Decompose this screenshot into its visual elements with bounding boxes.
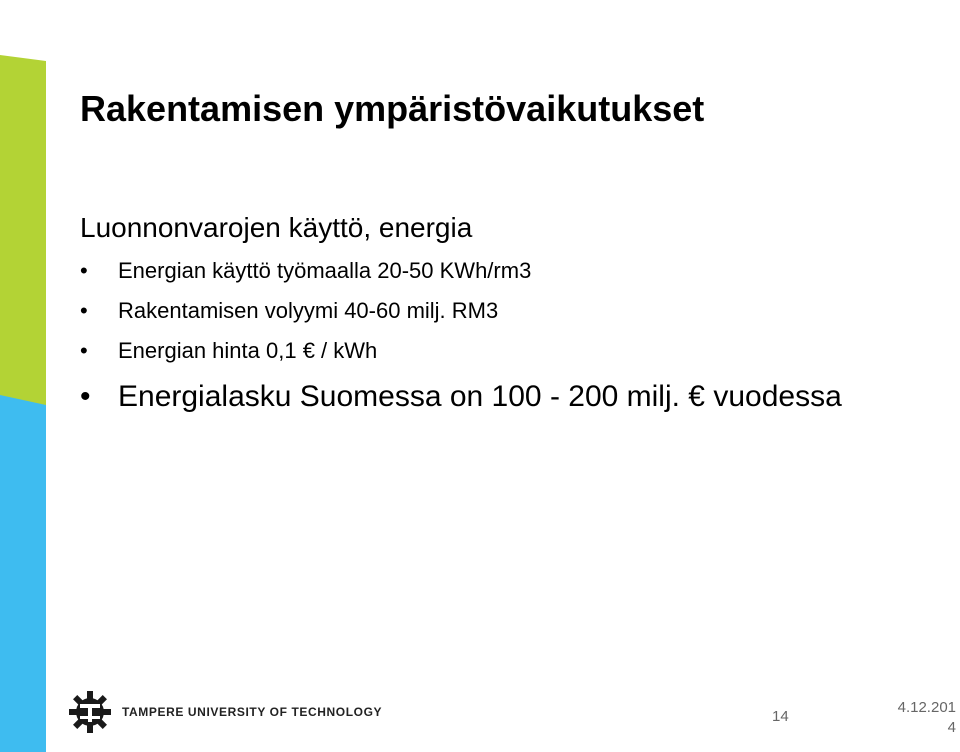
bullet-text: Energian käyttö työmaalla 20-50 KWh/rm3 [118,258,532,283]
gear-logo-icon [68,690,112,734]
section-heading: Luonnonvarojen käyttö, energia [80,212,473,243]
bullet-item [80,380,842,422]
bullet-item [80,336,842,376]
bullet-item [80,296,842,336]
bullet-list [80,256,842,422]
slide-title: Rakentamisen ympäristövaikutukset [80,88,705,129]
logo-text: TAMPERE UNIVERSITY OF TECHNOLOGY [122,705,383,719]
bullet-icon: • [80,298,88,323]
bullet-text: Energian hinta 0,1 € / kWh [118,338,378,363]
bullet-text: Energialasku Suomessa on 100 - 200 milj. € vuodessa [118,380,842,413]
university-logo [68,690,382,734]
bullet-text: Rakentamisen volyymi 40-60 milj. RM3 [118,298,499,323]
slide-date: 4.12.2014 [897,699,956,736]
decorative-blue-stripe [0,395,46,752]
bullet-icon: • [80,258,88,283]
bullet-icon: • [80,338,88,363]
decorative-green-stripe [0,55,46,405]
page-number: 14 [772,708,789,725]
bullet-item [80,256,842,296]
bullet-icon: • [80,380,91,413]
